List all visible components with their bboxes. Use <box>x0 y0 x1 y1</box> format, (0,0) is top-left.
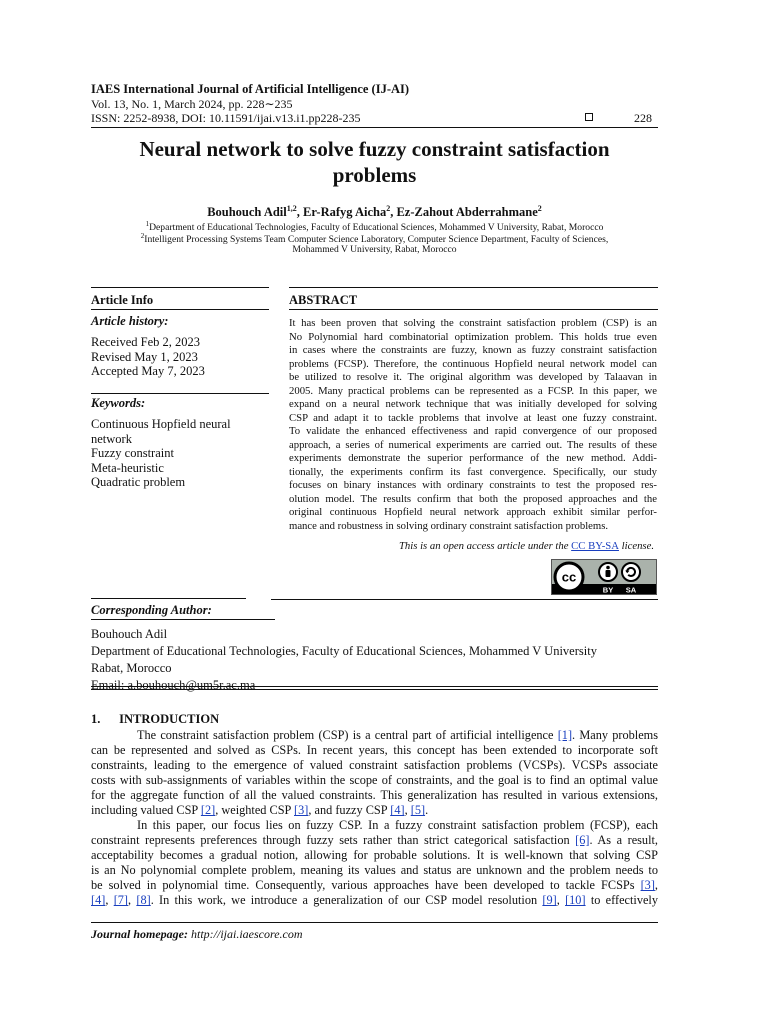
citation-link[interactable]: [7] <box>113 893 129 908</box>
title-line-2: problems <box>332 163 417 187</box>
keyword-item: Quadratic problem <box>91 475 186 489</box>
badge-by-label: BY <box>602 585 614 594</box>
citation-link[interactable]: [10] <box>565 893 586 908</box>
cc-glyph: cc <box>561 569 577 585</box>
text-segment: to effectively <box>585 893 658 908</box>
text-line <box>91 788 658 803</box>
text-line <box>91 893 658 908</box>
info-top-rule <box>91 287 269 288</box>
abstract-sub-rule <box>289 309 658 310</box>
text-segment: . Many problems <box>572 728 659 742</box>
text-line <box>91 878 658 893</box>
double-rule-bottom <box>91 689 658 690</box>
corr-dept: Department of Educational Technologies, Faculty of Educational Sciences, Mohammed V University <box>91 644 597 658</box>
abstract-line: original continuous Hopfield neural network approach exhibit similar perfor- <box>289 506 657 518</box>
text-segment: , <box>404 803 411 818</box>
keyword-item: Continuous Hopfield neural <box>91 417 231 431</box>
text-segment: . In this work, we introduce a generalization of our CSP model resolution <box>150 893 543 908</box>
homepage-url[interactable]: http://ijai.iaescore.com <box>188 927 303 941</box>
abstract-body <box>289 317 657 533</box>
abstract-line: in cases where the constraints are fuzzy, known as fuzzy constraint satisfaction <box>289 344 657 356</box>
abstract-line: olution model. The results confirm that both the proposed approaches and the <box>289 492 657 505</box>
abstract-line: To validate the enhanced effectiveness and rapid convergence of our proposed <box>289 425 657 437</box>
abstract-line: be utilized to resolve it. The original algorithm was developed by Talaavan in <box>289 371 657 383</box>
page-number: 228 <box>634 111 652 125</box>
author-2-sup: 2 <box>386 204 391 213</box>
abstract-line: CSP and adapt it to tackle problems that involve at least one fuzzy constraint. <box>289 411 657 424</box>
intro-paragraph-2 <box>91 818 658 909</box>
text-segment: , <box>654 878 658 893</box>
author-2: , Er-Rafyg Aicha <box>296 205 387 220</box>
affiliation-2-cont: Mohammed V University, Rabat, Morocco <box>292 244 457 255</box>
intro-paragraph-1 <box>91 728 658 819</box>
square-icon <box>585 113 593 121</box>
abstract-line: expand on a neural network technique that was initially developed for solving <box>289 398 657 410</box>
header-rule <box>91 127 658 128</box>
corr-name: Bouhouch Adil <box>91 627 168 641</box>
oa-suffix: license. <box>618 540 654 552</box>
corresponding-heading: Corresponding Author: <box>91 603 212 617</box>
received-date: Received Feb 2, 2023 <box>91 335 201 349</box>
volume-info: Vol. 13, No. 1, March 2024, pp. 228∼235 <box>91 97 293 111</box>
citation-link[interactable]: [6] <box>575 833 590 848</box>
corr-heading-rule <box>91 619 275 620</box>
author-1: Bouhouch Adil <box>207 205 287 220</box>
text-segment: acceptability becomes a gradual notion, allowing for probable solutions. It is well-known that solving CSP <box>91 848 658 863</box>
corr-right-rule <box>271 599 658 600</box>
text-line <box>91 803 658 818</box>
author-3-sup: 2 <box>537 204 542 213</box>
text-line <box>91 863 658 878</box>
text-segment: be solved in polynomial time. Consequently, various approaches have been developed to tackle FCSPs <box>91 878 641 893</box>
share-alike-icon <box>622 563 640 581</box>
citation-link[interactable]: [9] <box>542 893 557 908</box>
title-line-1: Neural network to solve fuzzy constraint satisfaction <box>139 137 610 161</box>
article-info-heading: Article Info <box>91 293 154 307</box>
abstract-heading: ABSTRACT <box>289 293 358 307</box>
text-segment: , weighted CSP <box>215 803 295 818</box>
keywords-label: Keywords: <box>91 396 146 410</box>
affiliation-1-sup: 1 <box>145 220 150 228</box>
text-line <box>91 848 658 863</box>
affiliation-2-sup: 2 <box>140 232 145 240</box>
text-segment: including valued CSP <box>91 803 201 818</box>
citation-link[interactable]: [1] <box>557 728 573 742</box>
abstract-line: 2005. Many practical problems can be represented as a FCSP. In this paper, we <box>289 384 657 397</box>
citation-link[interactable]: [3] <box>294 803 309 818</box>
abstract-line: It has been proven that solving the constraint satisfaction problem (CSP) is an <box>289 317 657 329</box>
cc-logo-icon <box>555 563 583 591</box>
abstract-line: No Polynomial hard combinatorial optimization problem. This holds true even <box>289 330 657 343</box>
footer-rule <box>91 922 658 923</box>
corr-city: Rabat, Morocco <box>91 661 172 675</box>
citation-link[interactable]: [8] <box>136 893 151 908</box>
attribution-icon <box>599 563 617 581</box>
text-segment: constraint represents preferences through fuzzy sets rather than strict categorical satisfaction <box>91 833 576 848</box>
keyword-item: network <box>91 431 132 446</box>
revised-date: Revised May 1, 2023 <box>91 349 198 364</box>
abstract-line: focuses on binary instances with ordinary constraints to test the proposed res- <box>289 479 657 491</box>
citation-link[interactable]: [4] <box>91 893 106 908</box>
abstract-line: approach, a series of numerical experiments are carried out. The results of these <box>289 438 657 451</box>
journal-homepage <box>91 927 303 942</box>
issn-doi: ISSN: 2252-8938, DOI: 10.11591/ijai.v13.i1.pp228-235 <box>91 111 361 125</box>
corresponding-details <box>91 626 597 694</box>
badge-sa-label: SA <box>625 585 637 594</box>
affiliation-2-text: Intelligent Processing Systems Team Computer Science Laboratory, Computer Science Department, Faculty of Sciences, <box>144 234 609 246</box>
text-line <box>91 728 658 743</box>
citation-link[interactable]: [4] <box>390 803 405 818</box>
text-line <box>91 743 658 758</box>
keywords-rule <box>91 393 269 394</box>
text-segment: , and fuzzy CSP <box>308 803 391 818</box>
open-access-note <box>289 540 654 552</box>
text-segment: for the aggregate function of all the valued constraints. This generalization has resulted in various extensions, <box>91 788 658 803</box>
article-history-label: Article history: <box>91 314 169 328</box>
author-1-sup: 1,2 <box>286 204 297 213</box>
oa-prefix: This is an open access article under the <box>398 540 572 552</box>
corr-email: Email: a.bouhouch@um5r.ac.ma <box>91 678 256 692</box>
text-segment: costs with sub-assignments of variables within the scope of constraints, and the goal is to find an optimal value <box>91 773 658 788</box>
text-segment: can be represented and solved as CSPs. In recent years, this concept has been extended to incorporate soft <box>91 743 658 758</box>
affiliation-1-text: Department of Educational Technologies, Faculty of Educational Sciences, Mohammed V University, Rabat, Morocco <box>149 222 604 234</box>
author-list <box>91 204 658 220</box>
text-segment: , <box>128 893 137 908</box>
keyword-item: Fuzzy constraint <box>91 446 174 460</box>
keyword-list <box>91 417 231 490</box>
corr-left-rule <box>91 598 246 599</box>
abstract-line: problems (FCSP). Therefore, the continuous Hopfield neural network model can <box>289 357 657 370</box>
accepted-date: Accepted May 7, 2023 <box>91 364 205 378</box>
homepage-label: Journal homepage: <box>91 927 189 941</box>
text-segment: . As a result, <box>589 833 658 848</box>
text-segment: The constraint satisfaction problem (CSP) is a central part of artificial intelligence <box>137 728 558 742</box>
cc-by-sa-link[interactable]: CC BY-SA <box>571 540 619 552</box>
section-heading: 1. INTRODUCTION <box>91 712 220 726</box>
text-segment: , <box>556 893 566 908</box>
citation-link[interactable]: [3] <box>640 878 655 893</box>
text-line <box>91 773 658 788</box>
abstract-line: mance and robustness in solving ordinary constraint satisfaction problems. <box>289 519 609 532</box>
text-segment: , <box>105 893 114 908</box>
citation-link[interactable]: [5] <box>410 803 426 818</box>
article-dates <box>91 335 205 379</box>
cc-by-sa-badge[interactable] <box>551 559 657 595</box>
abstract-top-rule <box>289 287 658 288</box>
keyword-item: Meta-heuristic <box>91 460 164 475</box>
text-segment: In this paper, our focus lies on fuzzy CSP. In a fuzzy constraint satisfaction problem (FCSP), each <box>137 818 658 832</box>
text-segment: is an No polynomial complete problem, meaning its values and status are unknown and the problem needs to <box>91 863 658 878</box>
citation-link[interactable]: [2] <box>200 803 216 818</box>
abstract-line: tionally, the experiments confirm its fast convergence. Specifically, our study <box>289 465 657 478</box>
abstract-line: experiments demonstrate the superior performance of the new method. Addi- <box>289 452 657 464</box>
double-rule-top <box>91 686 658 687</box>
author-3: , Ez-Zahout Abderrahmane <box>390 205 538 220</box>
text-line <box>91 818 658 833</box>
text-segment: . <box>425 803 429 818</box>
text-segment: constraints, leading to the emergence of valued constraint satisfaction problems (VCSPs). VCSPs associate <box>91 758 658 773</box>
info-sub-rule <box>91 309 269 310</box>
paper-title <box>91 136 658 188</box>
text-line <box>91 758 658 773</box>
text-line <box>91 833 658 848</box>
journal-name: IAES International Journal of Artificial Intelligence (IJ-AI) <box>91 82 410 96</box>
